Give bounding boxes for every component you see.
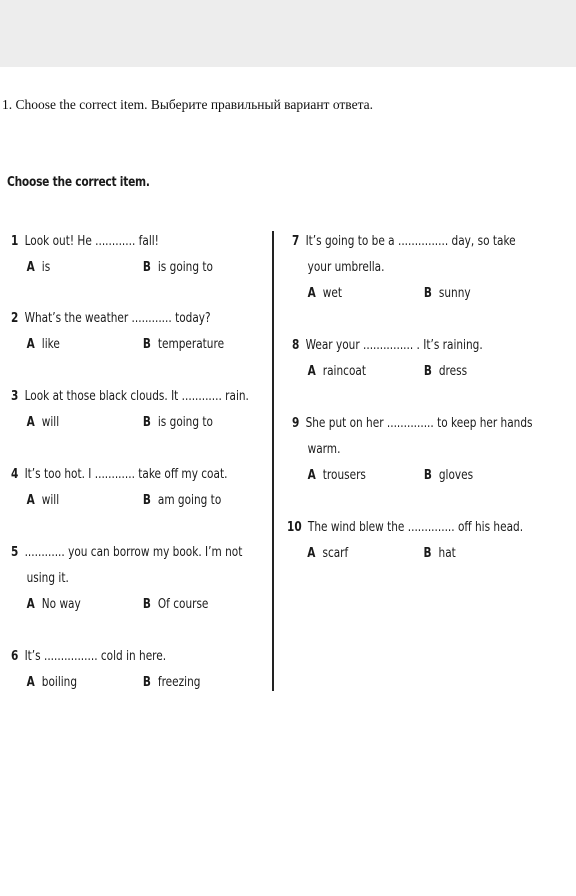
option-a: A wet	[307, 285, 342, 301]
option-a: A raincoat	[307, 363, 366, 379]
option-a: A will	[26, 492, 60, 508]
option-b: B is going to	[142, 259, 213, 275]
question-5	[11, 539, 242, 617]
question-2	[11, 305, 225, 357]
question-number: 2	[11, 310, 19, 326]
question-text: It’s too hot. I ............ take off my coat.	[24, 466, 228, 482]
option-a: A is	[26, 259, 51, 275]
question-10	[287, 514, 523, 566]
option-b: B sunny	[423, 285, 471, 301]
question-number: 9	[292, 415, 300, 431]
question-text-continued: using it.	[26, 570, 69, 586]
option-b: B hat	[423, 545, 456, 561]
question-text-continued: your umbrella.	[307, 259, 385, 275]
question-number: 10	[287, 519, 302, 535]
option-b: B Of course	[142, 596, 209, 612]
question-number: 4	[11, 466, 19, 482]
question-number: 1	[11, 233, 19, 249]
option-b: B freezing	[142, 674, 201, 690]
question-9	[292, 410, 533, 488]
option-b: B dress	[423, 363, 468, 379]
question-text: ............ you can borrow my book. I’m not	[24, 544, 243, 560]
option-b: B am going to	[142, 492, 222, 508]
task-title: 1. Choose the correct item. Выберите правильный вариант ответа.	[2, 97, 374, 112]
question-number: 3	[11, 388, 19, 404]
question-3	[11, 383, 249, 435]
top-bar	[0, 0, 576, 67]
question-text: It’s going to be a ............... day, so take	[305, 233, 516, 249]
option-a: A boiling	[26, 674, 78, 690]
question-number: 8	[292, 337, 300, 353]
question-text: She put on her .............. to keep her hands	[305, 415, 533, 431]
option-a: A will	[26, 414, 60, 430]
option-b: B gloves	[423, 467, 474, 483]
question-text: Look at those black clouds. It ............ rain.	[24, 388, 249, 404]
option-b: B temperature	[142, 336, 225, 352]
question-text-continued: warm.	[307, 441, 341, 457]
option-a: A like	[26, 336, 60, 352]
worksheet-heading: Choose the correct item.	[7, 175, 150, 190]
question-text: The wind blew the .............. off his head.	[307, 519, 524, 535]
question-number: 6	[11, 648, 19, 664]
question-text: Look out! He ............ fall!	[24, 233, 159, 249]
question-4	[11, 461, 227, 513]
option-b: B is going to	[142, 414, 213, 430]
question-7	[292, 228, 516, 306]
question-6	[11, 643, 201, 695]
option-a: A No way	[26, 596, 81, 612]
question-text: Wear your ............... . It’s raining.	[305, 337, 483, 353]
option-a: A scarf	[307, 545, 349, 561]
question-1	[11, 228, 213, 280]
column-divider	[272, 231, 274, 691]
question-number: 5	[11, 544, 19, 560]
question-number: 7	[292, 233, 300, 249]
question-8	[292, 332, 483, 384]
option-a: A trousers	[307, 467, 366, 483]
question-text: What’s the weather ............ today?	[24, 310, 211, 326]
question-text: It’s ................ cold in here.	[24, 648, 167, 664]
